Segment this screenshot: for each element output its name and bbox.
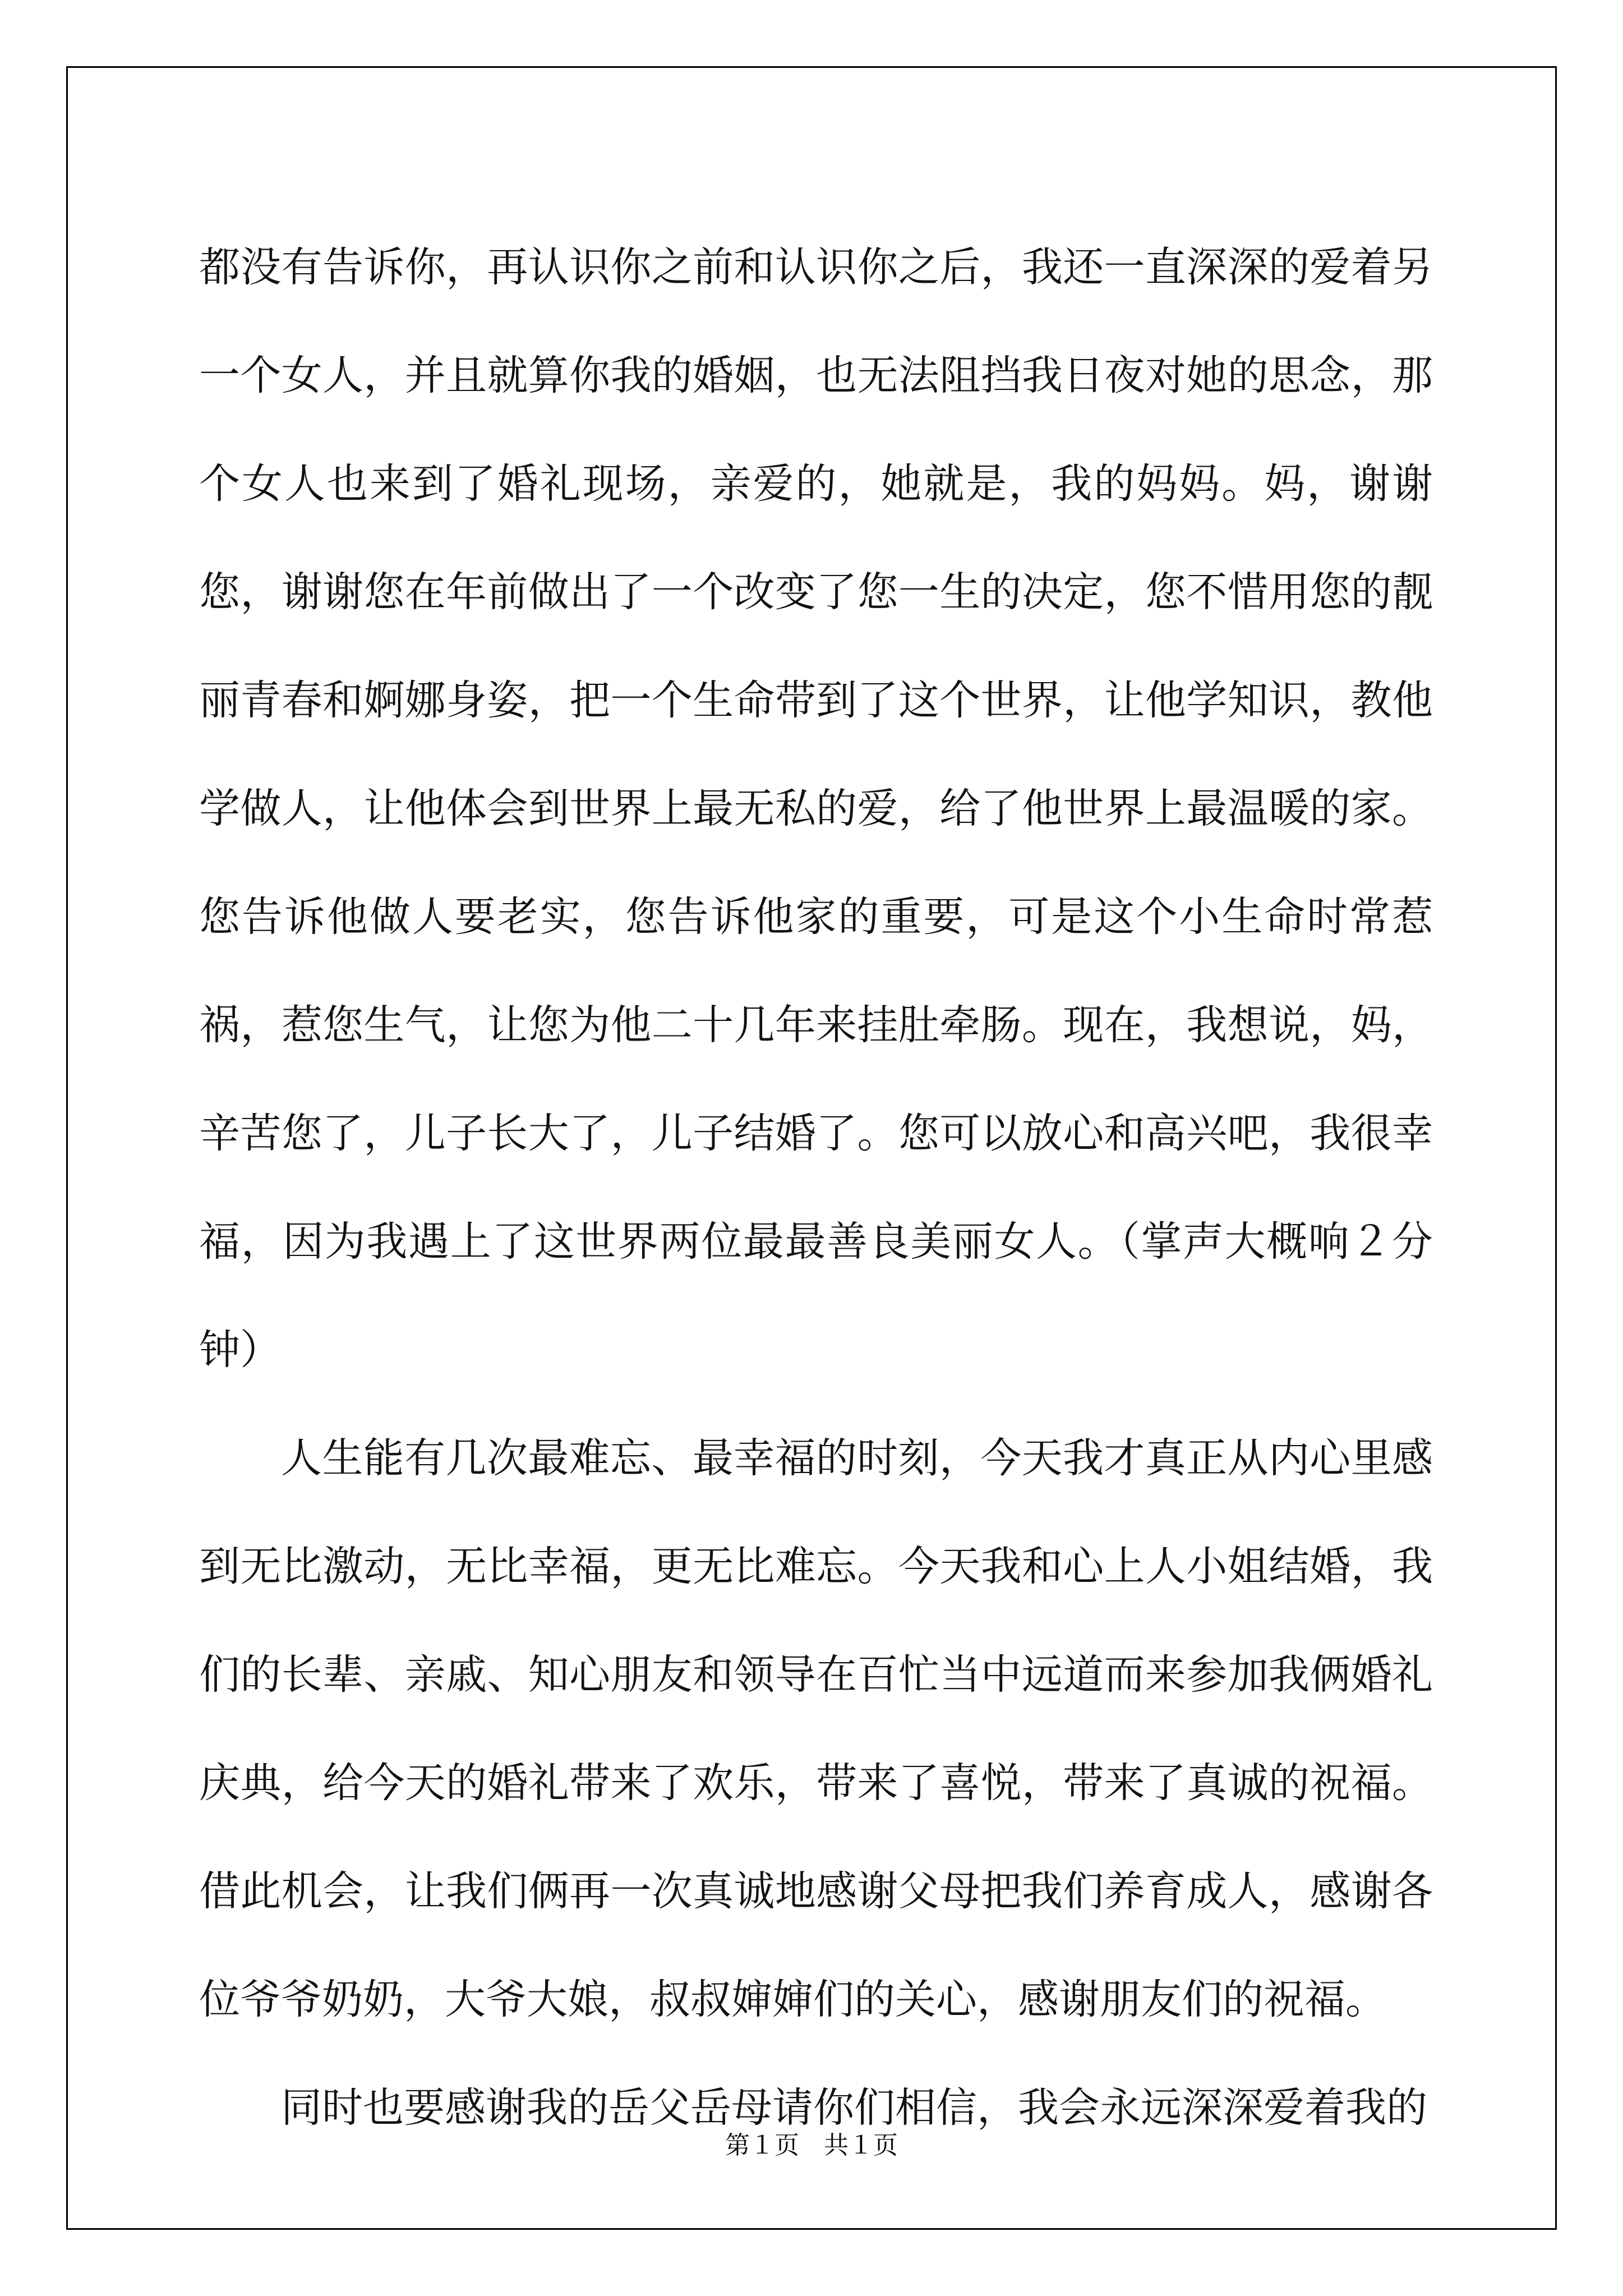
page-number-label: 第１页 共１页 [725,2131,898,2160]
page-footer [0,2129,1623,2162]
paragraph-2: 人生能有几次最难忘、最幸福的时刻，今天我才真正从内心里感到无比激动，无比幸福，更无比难忘。今天我和心上人小姐结婚，我们的长辈、亲戚、知心朋友和领导在百忙当中远道而来参加我俩婚礼庆典，给今天的婚礼带来了欢乐，带来了喜悦，带来了真诚的祝福。借此机会，让我们俩再一次真诚地感谢父母把我们养育成人，感谢各位爷爷奶奶，大爷大娘，叔叔婶婶们的关心，感谢朋友们的祝福。 [199,1434,1433,2023]
document-body [199,213,1433,2162]
paragraph-3: 同时也要感谢我的岳父岳母请你们相信，我会永远深深爱着我的 [281,2084,1427,2132]
paragraph-1: 都没有告诉你，再认识你之前和认识你之后，我还一直深深的爱着另一个女人，并且就算你我的婚姻，也无法阻挡我日夜对她的思念，那个女人也来到了婚礼现场，亲爱的，她就是，我的妈妈。妈，谢谢您，谢谢您在年前做出了一个改变了您一生的决定，您不惜用您的靓丽青春和婀娜身姿，把一个生命带到了这个世界，让他学知识，教他学做人，让他体会到世界上最无私的爱，给了他世界上最温暖的家。您告诉他做人要老实，您告诉他家的重要，可是这个小生命时常惹祸，惹您生气，让您为他二十几年来挂肚牵肠。现在，我想说，妈，辛苦您了，儿子长大了，儿子结婚了。您可以放心和高兴吧，我很幸福，因为我遇上了这世界两位最最善良美丽女人。（掌声大概响２分钟） [199,243,1433,1374]
